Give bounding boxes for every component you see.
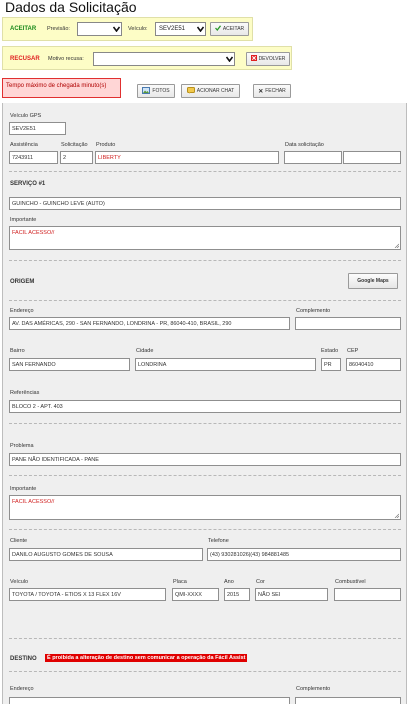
check-icon xyxy=(215,25,221,33)
chat-icon xyxy=(187,87,195,96)
produto-label: Produto xyxy=(96,142,116,148)
accept-button[interactable] xyxy=(210,22,249,36)
cidade-field[interactable]: LONDRINA xyxy=(135,358,316,371)
fechar-button-label: FECHAR xyxy=(265,88,286,94)
devolver-button[interactable] xyxy=(246,52,290,66)
origem-title: ORIGEM xyxy=(10,279,35,285)
divider xyxy=(9,638,401,639)
problema-label: Problema xyxy=(10,443,34,449)
previsao-label: Previsão: xyxy=(47,26,70,32)
devolver-button-label: DEVOLVER xyxy=(258,56,286,62)
placa-label: Placa xyxy=(173,579,187,585)
ano-label: Ano xyxy=(224,579,234,585)
destino-title: DESTINO xyxy=(10,656,37,662)
cidade-label: Cidade xyxy=(136,348,154,354)
veiculo-field[interactable]: TOYOTA / TOYOTA - ETIOS X 13 FLEX 16V xyxy=(9,588,166,601)
divider xyxy=(9,260,401,261)
data-solicitacao-label: Data solicitação xyxy=(285,142,324,148)
importante-label: Importante xyxy=(10,486,37,492)
destino-endereco-field[interactable] xyxy=(9,697,290,704)
divider xyxy=(9,529,401,530)
fechar-button[interactable] xyxy=(253,84,291,98)
hora-solicitacao-field[interactable] xyxy=(343,151,401,164)
cor-field[interactable]: NÃO SEI xyxy=(255,588,328,601)
page-title: Dados da Solicitação xyxy=(5,0,137,15)
divider xyxy=(9,423,401,424)
telefone-field[interactable]: (43) 930281026|(43) 984881485 xyxy=(207,548,401,561)
arrival-time-warning: Tempo máximo de chegada minuto(s) xyxy=(2,78,121,98)
veiculo-select-value: SEV2E51 xyxy=(159,26,186,32)
refuse-row-label: RECUSAR xyxy=(10,56,40,62)
accept-row-label: ACEITAR xyxy=(10,26,37,32)
placa-field[interactable]: QMI-XXXX xyxy=(172,588,219,601)
divider xyxy=(9,671,401,672)
refuse-row xyxy=(2,46,292,70)
destino-warning-badge: É proibida a alteração de destino sem comunicar a operação da Fácil Assist xyxy=(47,655,246,661)
assistencia-field[interactable]: 7243911 xyxy=(9,151,58,164)
resize-handle-icon[interactable] xyxy=(394,243,399,248)
endereco-label: Endereço xyxy=(10,308,34,314)
combustivel-field[interactable] xyxy=(334,588,401,601)
chat-button[interactable] xyxy=(181,84,240,98)
complemento-label: Complemento xyxy=(296,308,331,314)
combustivel-label: Combustível xyxy=(335,579,366,585)
bairro-field[interactable]: SAN FERNANDO xyxy=(9,358,130,371)
photo-icon xyxy=(142,87,150,96)
endereco-field[interactable]: AV. DAS AMÉRICAS, 290 - SAN FERNANDO, LONDRINA - PR, 86040-410, BRASIL, 290 xyxy=(9,317,290,330)
referencias-label: Referências xyxy=(10,390,40,396)
cliente-field[interactable]: DANILO AUGUSTO GOMES DE SOUSA xyxy=(9,548,203,561)
motivo-label: Motivo recusa: xyxy=(48,56,84,62)
close-icon: ✕ xyxy=(258,88,264,95)
previsao-select[interactable] xyxy=(77,22,122,36)
fotos-button-label: FOTOS xyxy=(152,88,170,94)
assistencia-label: Assistência xyxy=(10,142,38,148)
chat-button-label: ACIONAR CHAT xyxy=(196,88,235,94)
estado-field[interactable]: PR xyxy=(321,358,341,371)
cep-label: CEP xyxy=(347,348,359,354)
destino-complemento-label: Complemento xyxy=(296,686,331,692)
destino-endereco-label: Endereço xyxy=(10,686,34,692)
request-details-panel xyxy=(2,103,407,704)
estado-label: Estado xyxy=(321,348,339,354)
veiculo-gps-label: Veículo GPS xyxy=(10,113,42,119)
veiculo-select-label: Veículo: xyxy=(128,26,148,32)
bairro-label: Bairro xyxy=(10,348,25,354)
divider xyxy=(9,475,401,476)
close-icon xyxy=(251,55,257,63)
importante-value: FACIL ACESSO// xyxy=(12,499,55,505)
divider xyxy=(9,300,401,301)
cep-field[interactable]: 86040410 xyxy=(346,358,401,371)
complemento-field[interactable] xyxy=(295,317,401,330)
importante-textarea[interactable] xyxy=(9,226,401,250)
servico-title: SERVIÇO #1 xyxy=(10,181,46,187)
accept-button-label: ACEITAR xyxy=(222,26,245,32)
cliente-label: Cliente xyxy=(10,538,28,544)
servico-field[interactable]: GUINCHO - GUINCHO LEVE (AUTO) xyxy=(9,197,401,210)
importante-textarea[interactable] xyxy=(9,495,401,520)
destino-complemento-field[interactable] xyxy=(295,697,401,704)
importante-value: FACIL ACESSO// xyxy=(12,230,55,236)
google-maps-button[interactable]: Google Maps xyxy=(348,273,398,289)
resize-handle-icon[interactable] xyxy=(394,513,399,518)
solicitacao-field[interactable]: 2 xyxy=(60,151,93,164)
veiculo-gps-field[interactable]: SEV2E51 xyxy=(9,122,66,135)
referencias-field[interactable]: BLOCO 2 - APT. 403 xyxy=(9,400,401,413)
importante-label: Importante xyxy=(10,217,37,223)
divider xyxy=(9,171,401,172)
telefone-label: Telefone xyxy=(208,538,229,544)
ano-field[interactable]: 2015 xyxy=(224,588,250,601)
veiculo-select[interactable] xyxy=(155,22,206,36)
accept-row xyxy=(2,17,253,41)
problema-field[interactable]: PANE NÃO IDENTIFICADA - PANE xyxy=(9,453,401,466)
cor-label: Cor xyxy=(256,579,265,585)
fotos-button[interactable] xyxy=(137,84,175,98)
veiculo-label: Veículo xyxy=(10,579,29,585)
data-solicitacao-field[interactable] xyxy=(284,151,342,164)
produto-field[interactable]: LIBERTY xyxy=(95,151,279,164)
motivo-select[interactable] xyxy=(93,52,235,66)
solicitacao-label: Solicitação xyxy=(61,142,88,148)
